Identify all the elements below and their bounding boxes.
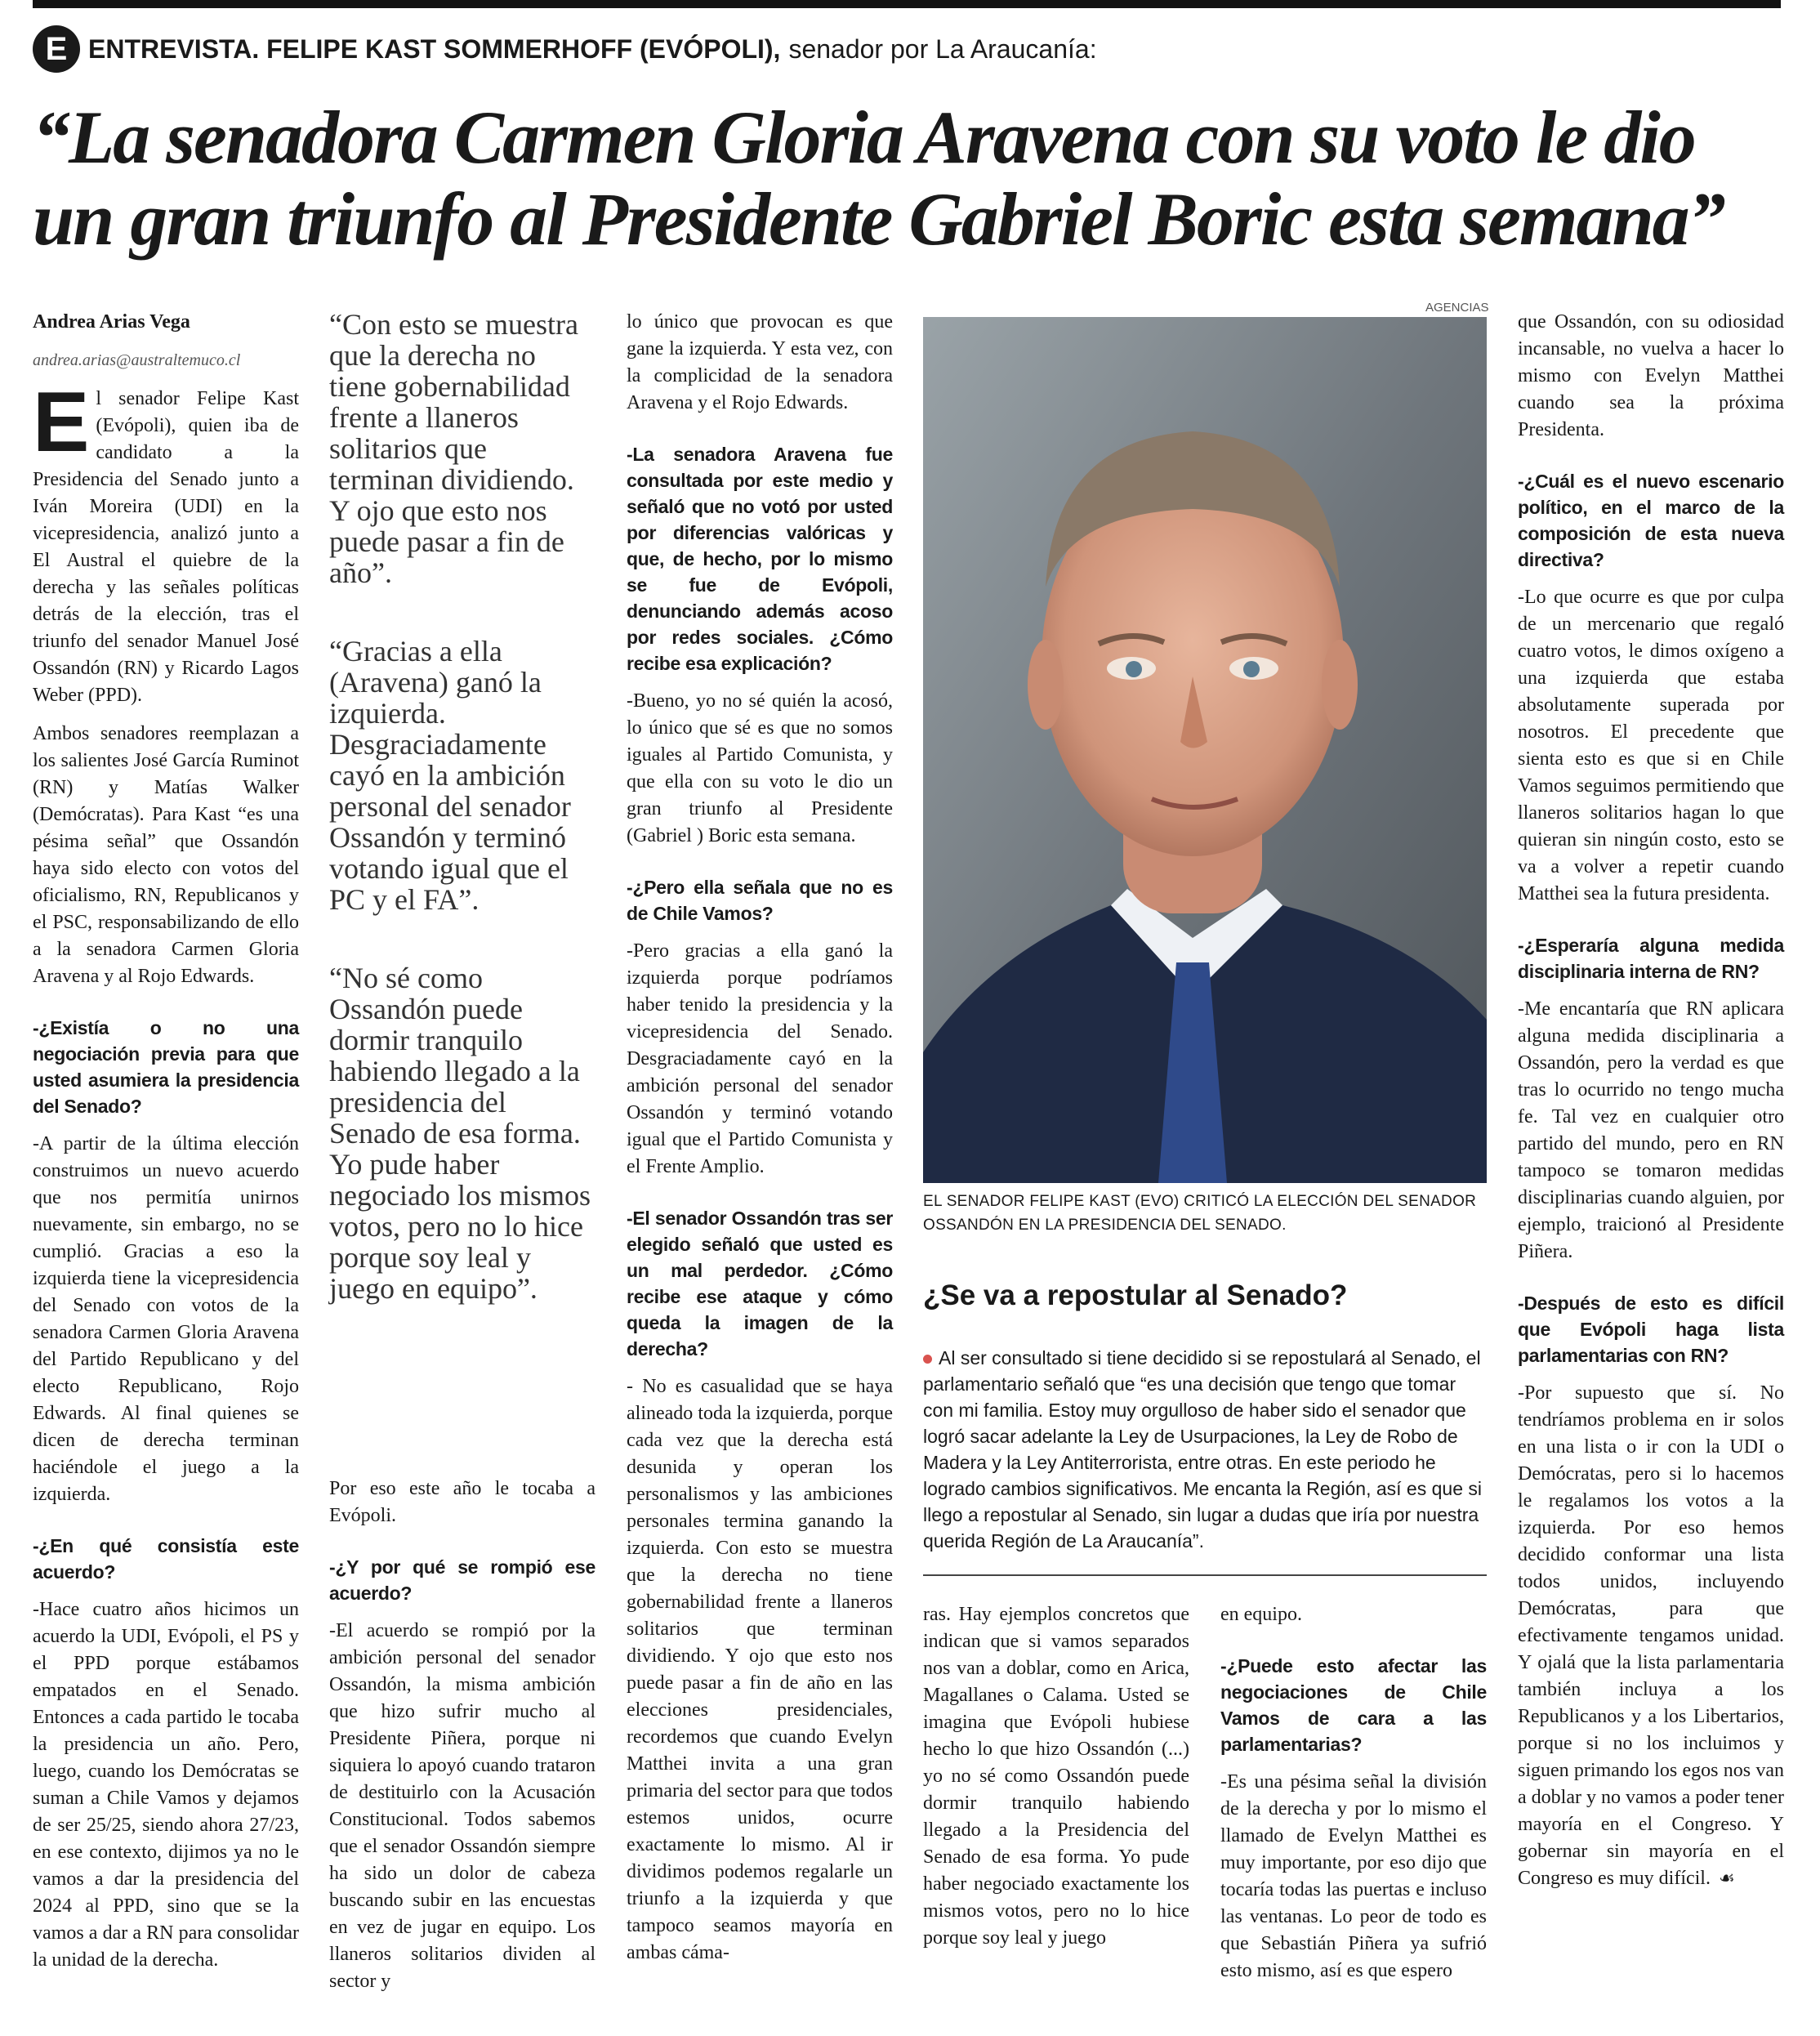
paragraph: en equipo. bbox=[1220, 1604, 1302, 1625]
column-3 bbox=[627, 309, 893, 1978]
lead-paragraph: El senador Felipe Kast (Evópoli), quien iba de candidato a la Presidencia del Senado junto a Iván Moreira (UDI) en la vicepresidencia, analizó junto a El Austral el quiebre de la derecha y las señales políticas detrás de la elección, tras el triunfo del senador Manuel José Ossandón (RN) y Ricardo Lagos Weber (PPD). bbox=[33, 375, 299, 706]
top-rule bbox=[33, 0, 1781, 8]
answer: - No es casualidad que se haya alineado toda la izquierda, porque cada vez que la derecha está desunida y operan los personalismos y las ambiciones personales termina ganando la izquierda. Con esto se muestra que la derecha no tiene gobernabilidad frente a llaneros solitarios que terminan dividiendo. Y ojo que esto nos puede pasar a fin de año en las elecciones presidenciales, recordemos que cuando Evelyn Matthei invita a una gran primaria del sector para que todos estemos unidos, ocurre exactamente lo mismo. Al ir dividimos podemos regalarle un triunfo a la izquierda y que tampoco seamos mayoría en ambas cáma- bbox=[627, 1376, 893, 1963]
paragraph: ras. Hay ejemplos concretos que indican que si vamos separados nos van a doblar, como en Arica, Magallanes o Calama. Usted se imagina que Evópoli hubiese hecho lo que hizo Ossandón (...) yo no sé como Ossandón puede dormir tranquilo habiendo llegado a la Presidencia del Senado de esa forma. Yo pude haber negociado exactamente los mismos votos, pero no lo hice porque soy leal y juego bbox=[923, 1604, 1189, 1949]
answer: -Pero gracias a ella ganó la izquierda porque podríamos haber tenido la presidencia y la vicepresidencia del Senado. Desgraciadamente cayó en la ambición personal del senador Ossandón y terminó votando igual que el Partido Comunista y el Frente Amplio. bbox=[627, 940, 893, 1177]
answer: -Hace cuatro años hicimos un acuerdo la UDI, Evópoli, el PS y el PPD porque estábamos empatados en el Senado. Entonces a cada partido le tocaba la presidencia un año. Pero, luego, cuando los Demócratas se suman a Chile Vamos y dejamos de ser 25/25, siendo ahora 27/23, en ese contexto, dijimos ya no le vamos a dar la presidencia del 2024 al PPD, sino que se la vamos a dar a RN para consolidar la unidad de la derecha. bbox=[33, 1599, 299, 1971]
section-kicker bbox=[33, 25, 1097, 74]
answer: -Es una pésima señal la división de la derecha y por lo mismo el llamado de Evelyn Matthei es muy importante, por eso dijo que tocaría todas las puertas e incluso las ventanas. Lo peor de todo es que Sebastián Piñera ya sufrió esto mismo, así es que espero bbox=[1220, 1771, 1487, 1981]
question: -¿Pero ella señala que no es de Chile Vamos? bbox=[627, 877, 893, 924]
photo-caption: EL SENADOR FELIPE KAST (EVO) CRITICÓ LA ELECCIÓN DEL SENADOR OSSANDÓN EN LA PRESIDENCIA DEL SENADO. bbox=[923, 1193, 1477, 1234]
question: -¿Puede esto afectar las negociaciones de Chile Vamos de cara a las parlamentarias? bbox=[1220, 1655, 1487, 1755]
question: -El senador Ossandón tras ser elegido señaló que usted es un mal perdedor. ¿Cómo recibe ese ataque y cómo queda la imagen de la derecha? bbox=[627, 1208, 893, 1360]
answer: -Bueno, yo no sé quién la acosó, lo único que sé es que no somos iguales al Partido Comunista, y que ella con su voto le dio un gran triunfo al Presidente (Gabriel ) Boric esta semana. bbox=[627, 690, 893, 846]
pull-quote: “Gracias a ella (Aravena) ganó la izquierda. Desgraciadamente cayó en la ambición personal del senador Ossandón y terminó votando igual que el PC y el FA”. bbox=[329, 635, 571, 916]
column-2 bbox=[329, 309, 596, 2007]
answer: -Me encantaría que RN aplicara alguna medida disciplinaria a Ossandón, pero la verdad es que tras lo ocurrido no tengo mucha fe. Tal vez en cualquier otro partido del mundo, pero en RN tampoco se tomaron medidas disciplinarias cuando alguien, por ejemplo, traicionó al Presidente Piñera. bbox=[1518, 998, 1784, 1262]
question: -¿Esperaría alguna medida disciplinaria interna de RN? bbox=[1518, 935, 1784, 982]
answer: -Por supuesto que sí. No tendríamos problema en ir solos en una lista o ir con la UDI o Demócratas, pero si lo hacemos le regalamos los votos a la izquierda. Por eso hemos decidido conformar una lista todos unidos, incluyendo Demócratas, para que efectivamente tengamos unidad. Y ojalá que la lista parlamentaria también incluya a los Republicanos y a los Libertarios, porque si no los incluimos y siguen primando los egos nos van a doblar y no vamos a poder tener mayoría en el Congreso. Y gobernar sin mayoría en el Congreso es muy difícil. ☙ bbox=[1518, 1382, 1784, 1889]
question: -¿Y por qué se rompió ese acuerdo? bbox=[329, 1556, 596, 1604]
answer: -El acuerdo se rompió por la ambición personal del senador Ossandón, la misma ambición que hizo sufrir mucho al Presidente Piñera, porque ni siquiera lo apoyó cuando trataron de destituirlo con la Acusación Constitucional. Todos sabemos que el senador Ossandón siempre ha sido un dolor de cabeza buscando subir en las encuestas en vez de jugar en equipo. Los llaneros solitarios dividen al sector y bbox=[329, 1620, 596, 1992]
kicker-subtitle: senador por La Araucanía: bbox=[788, 33, 1097, 64]
column-5 bbox=[1220, 1601, 1487, 1996]
column-1 bbox=[33, 309, 299, 1985]
headline bbox=[33, 96, 1797, 260]
answer: -Lo que ocurre es que por culpa de un mercenario que regaló cuatro votos, le dimos oxígeno a una izquierda que estaba absolutamente superada por nosotros. El precedente que sienta esto es que si en Chile Vamos seguimos permitiendo que llaneros solitarios hagan lo que quieran sin ningún costo, esto se va a volver a repetir cuando Matthei sea la futura presidenta. bbox=[1518, 587, 1784, 904]
question: -Después de esto es difícil que Evópoli haga lista parlamentarias con RN? bbox=[1518, 1293, 1784, 1366]
box-title: ¿Se va a repostular al Senado? bbox=[923, 1279, 1348, 1311]
end-mark-icon: ☙ bbox=[1718, 1869, 1735, 1889]
paragraph: Ambos senadores reemplazan a los salientes José García Ruminot (RN) y Matías Walker (Demócratas). Para Kast “es una pésima señal” que Ossandón haya sido electo con votos del oficialismo, RN, Republicanos y el PSC, responsabilizando de ello a la senadora Carmen Gloria Aravena y al Rojo Edwards. bbox=[33, 723, 299, 987]
paragraph: que Ossandón, con su odiosidad incansable, no vuelva a hacer lo mismo con Evelyn Matthei cuando sea la próxima Presidenta. bbox=[1518, 311, 1784, 440]
section-badge: E bbox=[33, 25, 80, 73]
question: -¿Existía o no una negociación previa para que usted asumiera la presidencia del Senado? bbox=[33, 1017, 299, 1117]
portrait-photo bbox=[923, 317, 1487, 1183]
byline-email[interactable]: andrea.arias@australtemuco.cl bbox=[33, 351, 241, 369]
question: -La senadora Aravena fue consultada por este medio y señaló que no votó por usted por diferencias valóricas y que, de hecho, por lo mismo se fue de Evópoli, denunciando además acoso por redes sociales. ¿Cómo recibe esa explicación? bbox=[627, 444, 893, 674]
paragraph: Por eso este año le tocaba a Evópoli. bbox=[329, 1478, 596, 1526]
answer: -A partir de la última elección construimos un nuevo acuerdo que nos permitía unirnos nuevamente, sin embargo, no se cumplió. Gracias a eso la izquierda tiene la vicepresidencia del Senado con votos de la senadora Carmen Gloria Aravena del Partido Republicano y del electo Republicano, Rojo Edwards. Al final quienes se dicen de derecha terminan haciéndole el juego a la izquierda. bbox=[33, 1133, 299, 1505]
drop-cap: E bbox=[33, 375, 90, 470]
column-6 bbox=[1518, 309, 1784, 1904]
pull-quote: “Con esto se muestra que la derecha no tiene gobernabilidad frente a llaneros solitarios que terminan dividiendo. Y ojo que esto nos puede pasar a fin de año”. bbox=[329, 308, 578, 589]
box-divider bbox=[923, 1574, 1487, 1576]
question: -¿En qué consistía este acuerdo? bbox=[33, 1535, 299, 1583]
bullet-icon bbox=[923, 1355, 932, 1364]
question: -¿Cuál es el nuevo escenario político, en el marco de la composición de esta nueva directiva? bbox=[1518, 471, 1784, 570]
box-text: Al ser consultado si tiene decidido si se repostulará al Senado, el parlamentario señaló que “es una decisión que tengo que tomar con mi familia. Estoy muy orgulloso de haber sido el senador que logró sacar adelante la Ley de Usurpaciones, la Ley de Robo de Madera y la Ley Antiterrorista, entre otras. En este periodo he logrado cambios significativos. Me encanta la Región, así es que si llego a repostular al Senado, sin lugar a dudas que iría por nuestra querida Región de La Araucanía”. bbox=[923, 1347, 1482, 1552]
headline-line-2: un gran triunfo al Presidente Gabriel Boric esta semana” bbox=[33, 177, 1724, 261]
kicker-label: ENTREVISTA. FELIPE KAST SOMMERHOFF (EVÓPOLI), bbox=[88, 33, 781, 64]
portrait-illustration bbox=[923, 317, 1487, 1183]
byline-author: Andrea Arias Vega bbox=[33, 311, 190, 333]
paragraph: lo único que provocan es que gane la izquierda. Y esta vez, con la complicidad de la senadora Aravena y el Rojo Edwards. bbox=[627, 311, 893, 413]
headline-line-1: “La senadora Carmen Gloria Aravena con su voto le dio bbox=[33, 96, 1695, 179]
photo-credit: AGENCIAS bbox=[1425, 301, 1489, 315]
column-4 bbox=[923, 1601, 1189, 1963]
pull-quote: “No sé como Ossandón puede dormir tranquilo habiendo llegado a la presidencia del Senado de esa forma. Yo pude haber negociado los mismos votos, pero no lo hice porque soy leal y juego en equipo”. bbox=[329, 962, 591, 1305]
